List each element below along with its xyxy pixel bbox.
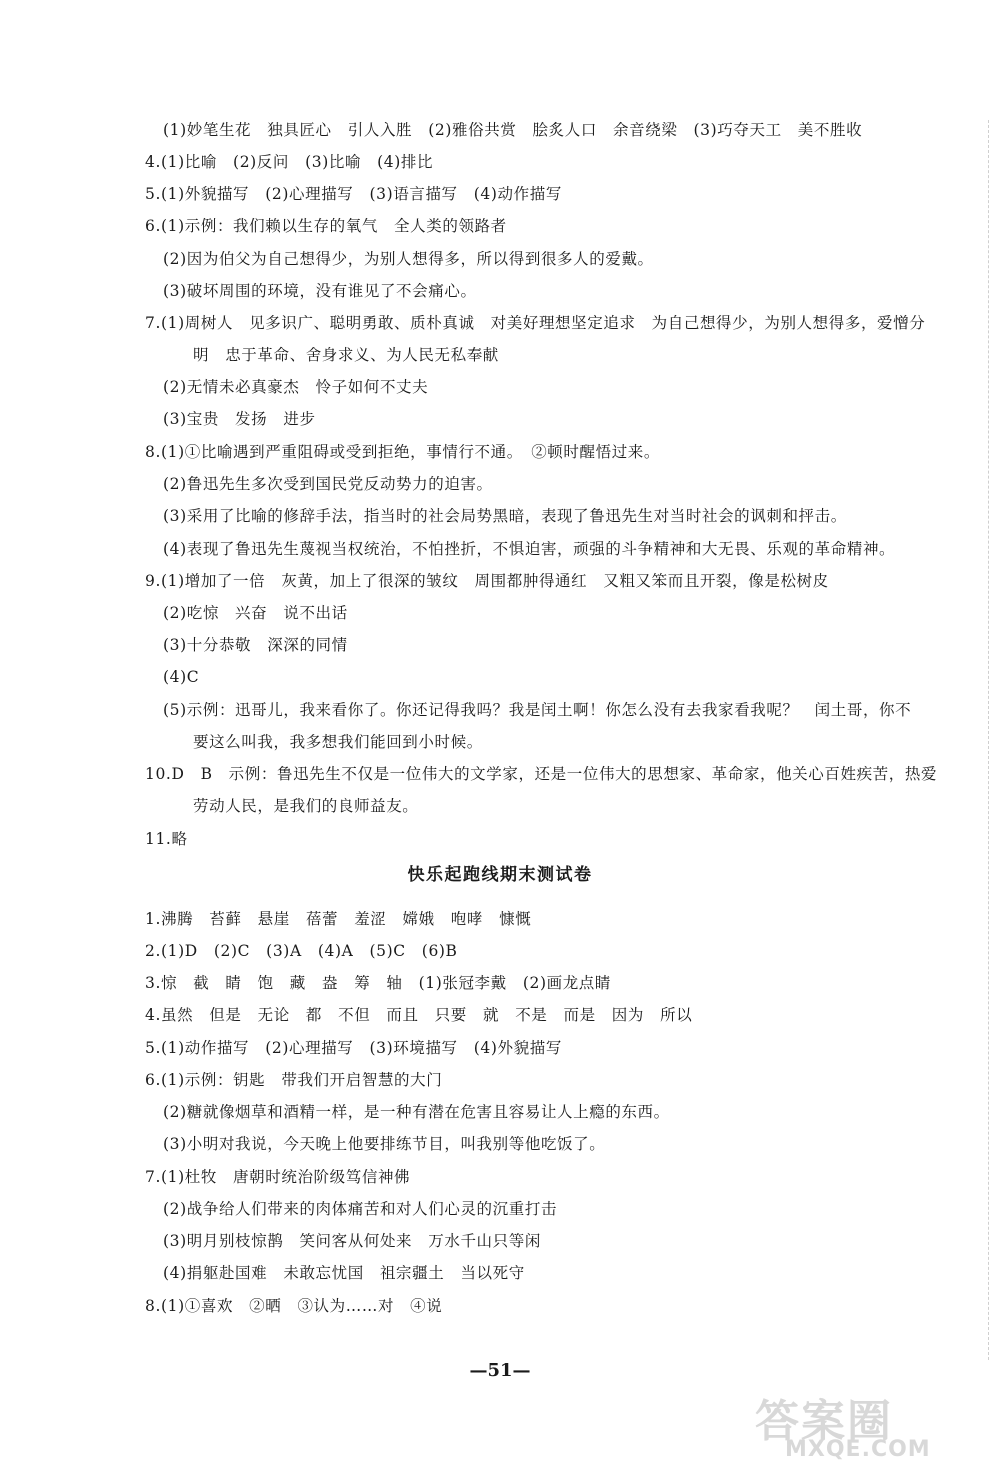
answer-line: (2)无情未必真豪杰 怜子如何不丈夫 xyxy=(163,378,429,396)
answer-line: (2)因为伯父为自己想得少，为别人想得多，所以得到很多人的爱戴。 xyxy=(163,250,654,268)
answer-line: (4)表现了鲁迅先生蔑视当权统治，不怕挫折，不惧迫害，顽强的斗争精神和大无畏、乐观的革命精神。 xyxy=(163,540,896,558)
answer-line: (3)十分恭敬 深深的同情 xyxy=(163,636,348,654)
page-number: —51— xyxy=(469,1360,531,1381)
answer-line: 明 忠于革命、舍身求义、为人民无私奉献 xyxy=(193,346,499,364)
answer-line: 5.(1)动作描写 (2)心理描写 (3)环境描写 (4)外貌描写 xyxy=(145,1039,562,1057)
page-edge-divider xyxy=(988,120,989,1360)
answer-line: (3)破坏周围的环境，没有谁见了不会痛心。 xyxy=(163,282,477,300)
answer-line: 7.(1)杜牧 唐朝时统治阶级笃信神佛 xyxy=(145,1168,411,1186)
answer-line: 2.(1)D (2)C (3)A (4)A (5)C (6)B xyxy=(145,942,458,960)
answer-line: (3)采用了比喻的修辞手法，指当时的社会局势黑暗，表现了鲁迅先生对当时社会的讽刺和抨击。 xyxy=(163,507,847,525)
answer-line: (3)小明对我说，今天晚上他要排练节目，叫我别等他吃饭了。 xyxy=(163,1135,606,1153)
answer-line: (2)鲁迅先生多次受到国民党反动势力的迫害。 xyxy=(163,475,493,493)
answer-line: 10.D B 示例：鲁迅先生不仅是一位伟大的文学家，还是一位伟大的思想家、革命家，他关心百姓疾苦，热爱 xyxy=(145,765,938,783)
answer-line: 要这么叫我，我多想我们能回到小时候。 xyxy=(193,733,483,751)
answer-line: 劳动人民，是我们的良师益友。 xyxy=(193,797,419,815)
answer-line: (2)吃惊 兴奋 说不出话 xyxy=(163,604,348,622)
answer-line: 7.(1)周树人 见多识广、聪明勇敢、质朴真诚 对美好理想坚定追求 为自己想得少，为别人想得多，爱憎分 xyxy=(145,314,926,332)
answer-line: 11.略 xyxy=(145,830,188,848)
answer-line: 3.惊 截 睛 饱 藏 盎 筹 轴 (1)张冠李戴 (2)画龙点睛 xyxy=(145,974,612,992)
answer-line: 6.(1)示例：我们赖以生存的氧气 全人类的领路者 xyxy=(145,217,507,235)
watermark-logo xyxy=(755,1385,985,1465)
answer-line: 8.(1)①比喻遇到严重阻碍或受到拒绝，事情行不通。 ②顿时醒悟过来。 xyxy=(145,443,660,461)
answer-line: 8.(1)①喜欢 ②晒 ③认为……对 ④说 xyxy=(145,1297,443,1315)
answer-line: (4)捐躯赴国难 未敢忘忧国 祖宗疆土 当以死守 xyxy=(163,1264,525,1282)
answer-line: 1.沸腾 苔藓 悬崖 蓓蕾 羞涩 嫦娥 咆哮 慷慨 xyxy=(145,910,532,928)
watermark-site-text: MXQE.COM xyxy=(785,1437,931,1462)
answer-line: 9.(1)增加了一倍 灰黄，加上了很深的皱纹 周围都肿得通红 又粗又笨而且开裂，像是松树皮 xyxy=(145,572,829,590)
answer-line: 6.(1)示例：钥匙 带我们开启智慧的大门 xyxy=(145,1071,443,1089)
answer-line: 4.虽然 但是 无论 都 不但 而且 只要 就 不是 而是 因为 所以 xyxy=(145,1006,693,1024)
answer-line: (1)妙笔生花 独具匠心 引人入胜 (2)雅俗共赏 脍炙人口 余音绕梁 (3)巧夺天工 美不胜收 xyxy=(163,121,863,139)
answer-line: 4.(1)比喻 (2)反问 (3)比喻 (4)排比 xyxy=(145,153,434,171)
answer-line: (3)明月别枝惊鹊 笑问客从何处来 万水千山只等闲 xyxy=(163,1232,541,1250)
answer-line: (2)糖就像烟草和酒精一样，是一种有潜在危害且容易让人上瘾的东西。 xyxy=(163,1103,670,1121)
answer-line: (2)战争给人们带来的肉体痛苦和对人们心灵的沉重打击 xyxy=(163,1200,558,1218)
section-title: 快乐起跑线期末测试卷 xyxy=(407,865,593,885)
answer-line: (5)示例：迅哥儿，我来看你了。你还记得我吗？我是闰土啊！你怎么没有去我家看我呢？ 闰土哥，你不 xyxy=(163,701,912,719)
answer-line: 5.(1)外貌描写 (2)心理描写 (3)语言描写 (4)动作描写 xyxy=(145,185,562,203)
watermark-main-text: 答案圈 xyxy=(755,1396,893,1447)
answer-line: (3)宝贵 发扬 进步 xyxy=(163,410,316,428)
answer-line: (4)C xyxy=(163,668,200,686)
